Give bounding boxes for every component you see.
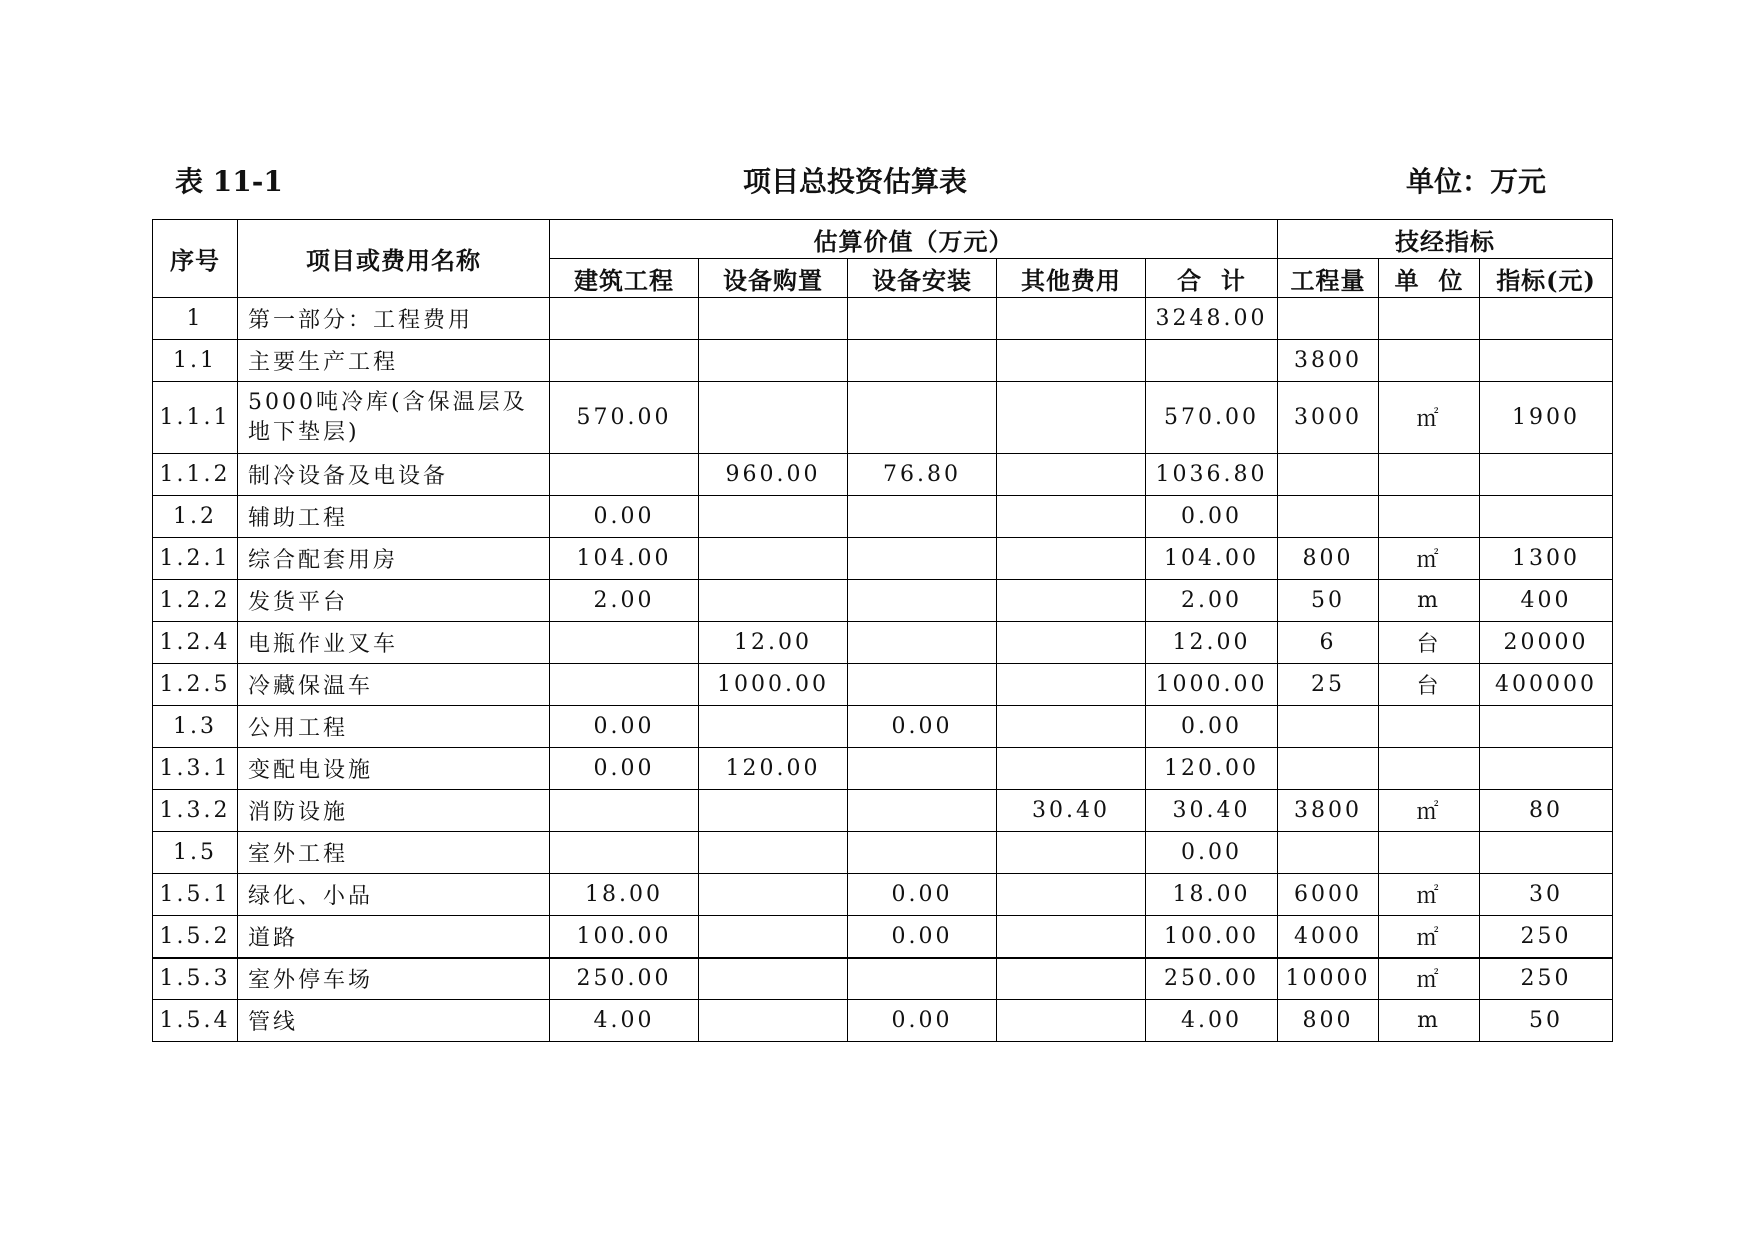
table-title: 项目总投资估算表 — [743, 165, 968, 198]
cell-name: 管线 — [238, 1000, 550, 1042]
cell-total: 570.00 — [1146, 382, 1278, 454]
cell-equipment-install: 0.00 — [848, 706, 997, 748]
cell-name: 室外停车场 — [238, 958, 550, 1000]
cell-equipment-purchase: 960.00 — [699, 454, 848, 496]
cell-quantity — [1278, 706, 1379, 748]
cell-index: 80 — [1480, 790, 1613, 832]
table-number: 表 11-1 — [175, 165, 283, 198]
cell-unit: ㎡ — [1379, 874, 1480, 916]
cell-seq: 1 — [153, 298, 238, 340]
cell-seq: 1.5 — [153, 832, 238, 874]
cell-total — [1146, 340, 1278, 382]
cell-equipment-purchase — [699, 874, 848, 916]
cell-index: 50 — [1480, 1000, 1613, 1042]
header-unit: 单 位 — [1379, 259, 1480, 298]
table-body — [153, 298, 1613, 1042]
cell-equipment-install — [848, 622, 997, 664]
cell-construction: 0.00 — [550, 706, 699, 748]
cell-quantity: 4000 — [1278, 916, 1379, 958]
cell-unit: 台 — [1379, 622, 1480, 664]
cell-equipment-install — [848, 664, 997, 706]
cell-other — [997, 916, 1146, 958]
cell-seq: 1.2.4 — [153, 622, 238, 664]
cell-total: 104.00 — [1146, 538, 1278, 580]
cell-equipment-purchase: 120.00 — [699, 748, 848, 790]
cell-unit: ㎡ — [1379, 958, 1480, 1000]
table-row — [153, 340, 1613, 382]
cell-equipment-purchase — [699, 580, 848, 622]
cell-unit — [1379, 748, 1480, 790]
header-other: 其他费用 — [997, 259, 1146, 298]
cell-name: 辅助工程 — [238, 496, 550, 538]
cell-name: 制冷设备及电设备 — [238, 454, 550, 496]
cell-quantity: 3800 — [1278, 340, 1379, 382]
cell-equipment-install: 0.00 — [848, 874, 997, 916]
table-row — [153, 454, 1613, 496]
header-equipment-install: 设备安装 — [848, 259, 997, 298]
cell-seq: 1.3.2 — [153, 790, 238, 832]
cell-name: 第一部分：工程费用 — [238, 298, 550, 340]
header-quantity: 工程量 — [1278, 259, 1379, 298]
table-row — [153, 664, 1613, 706]
cell-construction: 250.00 — [550, 958, 699, 1000]
cell-quantity: 25 — [1278, 664, 1379, 706]
cell-construction: 570.00 — [550, 382, 699, 454]
table-row — [153, 874, 1613, 916]
cell-equipment-install — [848, 538, 997, 580]
cell-other — [997, 664, 1146, 706]
header-name: 项目或费用名称 — [238, 220, 550, 298]
cell-name: 绿化、小品 — [238, 874, 550, 916]
cell-total: 1036.80 — [1146, 454, 1278, 496]
cell-equipment-purchase: 12.00 — [699, 622, 848, 664]
table-row — [153, 298, 1613, 340]
table-row — [153, 706, 1613, 748]
cell-other — [997, 298, 1146, 340]
cell-name: 变配电设施 — [238, 748, 550, 790]
cell-construction — [550, 622, 699, 664]
cell-total: 100.00 — [1146, 916, 1278, 958]
cell-seq: 1.5.4 — [153, 1000, 238, 1042]
cell-equipment-install: 0.00 — [848, 1000, 997, 1042]
cell-construction: 4.00 — [550, 1000, 699, 1042]
cell-equipment-install — [848, 496, 997, 538]
cell-equipment-purchase — [699, 706, 848, 748]
investment-estimate-table — [152, 219, 1613, 1042]
header-total: 合 计 — [1146, 259, 1278, 298]
cell-construction: 18.00 — [550, 874, 699, 916]
cell-construction — [550, 790, 699, 832]
cell-equipment-install: 0.00 — [848, 916, 997, 958]
cell-total: 18.00 — [1146, 874, 1278, 916]
cell-quantity: 3800 — [1278, 790, 1379, 832]
cell-equipment-purchase — [699, 916, 848, 958]
cell-other — [997, 748, 1146, 790]
cell-unit: 台 — [1379, 664, 1480, 706]
cell-unit — [1379, 496, 1480, 538]
cell-total: 4.00 — [1146, 1000, 1278, 1042]
cell-name: 公用工程 — [238, 706, 550, 748]
cell-total: 3248.00 — [1146, 298, 1278, 340]
cell-unit: m — [1379, 580, 1480, 622]
cell-index — [1480, 454, 1613, 496]
cell-name: 消防设施 — [238, 790, 550, 832]
cell-total: 2.00 — [1146, 580, 1278, 622]
cell-equipment-purchase — [699, 958, 848, 1000]
cell-unit: ㎡ — [1379, 790, 1480, 832]
cell-construction: 104.00 — [550, 538, 699, 580]
cell-other: 30.40 — [997, 790, 1146, 832]
header-estimate-group: 估算价值（万元） — [550, 220, 1278, 259]
cell-other — [997, 958, 1146, 1000]
cell-other — [997, 874, 1146, 916]
cell-total: 120.00 — [1146, 748, 1278, 790]
table-row — [153, 958, 1613, 1000]
cell-equipment-install — [848, 382, 997, 454]
cell-equipment-install — [848, 958, 997, 1000]
cell-other — [997, 580, 1146, 622]
cell-quantity: 6 — [1278, 622, 1379, 664]
cell-equipment-install: 76.80 — [848, 454, 997, 496]
cell-quantity — [1278, 298, 1379, 340]
cell-equipment-install — [848, 748, 997, 790]
cell-seq: 1.2 — [153, 496, 238, 538]
cell-equipment-install — [848, 580, 997, 622]
cell-equipment-purchase — [699, 832, 848, 874]
cell-equipment-purchase: 1000.00 — [699, 664, 848, 706]
cell-name: 电瓶作业叉车 — [238, 622, 550, 664]
cell-unit — [1379, 340, 1480, 382]
table-row — [153, 916, 1613, 958]
cell-seq: 1.2.1 — [153, 538, 238, 580]
cell-seq: 1.3 — [153, 706, 238, 748]
cell-quantity: 800 — [1278, 538, 1379, 580]
cell-equipment-purchase — [699, 1000, 848, 1042]
cell-quantity: 3000 — [1278, 382, 1379, 454]
cell-total: 12.00 — [1146, 622, 1278, 664]
cell-equipment-purchase — [699, 340, 848, 382]
cell-quantity: 10000 — [1278, 958, 1379, 1000]
cell-index: 400 — [1480, 580, 1613, 622]
cell-other — [997, 832, 1146, 874]
cell-equipment-purchase — [699, 790, 848, 832]
cell-equipment-install — [848, 790, 997, 832]
cell-seq: 1.5.3 — [153, 958, 238, 1000]
table-title-row — [153, 160, 1553, 204]
cell-unit — [1379, 706, 1480, 748]
cell-other — [997, 538, 1146, 580]
table-row — [153, 580, 1613, 622]
table-row — [153, 748, 1613, 790]
cell-index — [1480, 298, 1613, 340]
cell-construction: 0.00 — [550, 748, 699, 790]
cell-index: 250 — [1480, 916, 1613, 958]
cell-quantity — [1278, 454, 1379, 496]
cell-index — [1480, 832, 1613, 874]
cell-equipment-purchase — [699, 538, 848, 580]
cell-construction: 0.00 — [550, 496, 699, 538]
cell-total: 30.40 — [1146, 790, 1278, 832]
cell-name: 主要生产工程 — [238, 340, 550, 382]
cell-total: 0.00 — [1146, 706, 1278, 748]
cell-index — [1480, 706, 1613, 748]
cell-construction: 100.00 — [550, 916, 699, 958]
cell-other — [997, 622, 1146, 664]
cell-total: 0.00 — [1146, 496, 1278, 538]
cell-unit: ㎡ — [1379, 382, 1480, 454]
cell-name: 发货平台 — [238, 580, 550, 622]
cell-seq: 1.1 — [153, 340, 238, 382]
cell-construction — [550, 832, 699, 874]
cell-unit — [1379, 298, 1480, 340]
cell-construction — [550, 298, 699, 340]
cell-seq: 1.5.1 — [153, 874, 238, 916]
cell-construction — [550, 454, 699, 496]
cell-other — [997, 496, 1146, 538]
cell-index — [1480, 340, 1613, 382]
table-row — [153, 538, 1613, 580]
cell-unit: ㎡ — [1379, 916, 1480, 958]
cell-total: 0.00 — [1146, 832, 1278, 874]
cell-name: 综合配套用房 — [238, 538, 550, 580]
cell-index: 30 — [1480, 874, 1613, 916]
cell-quantity — [1278, 496, 1379, 538]
cell-index — [1480, 496, 1613, 538]
cell-name: 冷藏保温车 — [238, 664, 550, 706]
table-row — [153, 832, 1613, 874]
cell-name: 5000吨冷库(含保温层及地下垫层) — [238, 382, 550, 454]
table-row — [153, 790, 1613, 832]
cell-equipment-install — [848, 832, 997, 874]
cell-equipment-purchase — [699, 496, 848, 538]
cell-equipment-purchase — [699, 298, 848, 340]
cell-other — [997, 706, 1146, 748]
cell-other — [997, 340, 1146, 382]
cell-index: 400000 — [1480, 664, 1613, 706]
header-construction: 建筑工程 — [550, 259, 699, 298]
table-row — [153, 1000, 1613, 1042]
cell-index — [1480, 748, 1613, 790]
cell-seq: 1.2.5 — [153, 664, 238, 706]
cell-quantity: 6000 — [1278, 874, 1379, 916]
cell-name: 室外工程 — [238, 832, 550, 874]
unit-label: 单位：万元 — [1406, 165, 1547, 198]
cell-construction: 2.00 — [550, 580, 699, 622]
cell-index: 1900 — [1480, 382, 1613, 454]
cell-construction — [550, 340, 699, 382]
cell-quantity: 50 — [1278, 580, 1379, 622]
cell-other — [997, 454, 1146, 496]
cell-other — [997, 382, 1146, 454]
cell-index: 250 — [1480, 958, 1613, 1000]
header-seq: 序号 — [153, 220, 238, 298]
cell-unit — [1379, 832, 1480, 874]
cell-unit — [1379, 454, 1480, 496]
cell-unit: m — [1379, 1000, 1480, 1042]
cell-name: 道路 — [238, 916, 550, 958]
cell-index: 20000 — [1480, 622, 1613, 664]
cell-unit: ㎡ — [1379, 538, 1480, 580]
table-row — [153, 622, 1613, 664]
cell-total: 1000.00 — [1146, 664, 1278, 706]
cell-quantity — [1278, 832, 1379, 874]
cell-other — [997, 1000, 1146, 1042]
cell-equipment-purchase — [699, 382, 848, 454]
cell-construction — [550, 664, 699, 706]
header-tech-group: 技经指标 — [1278, 220, 1613, 259]
cell-quantity — [1278, 748, 1379, 790]
cell-equipment-install — [848, 298, 997, 340]
table-row — [153, 382, 1613, 454]
table-header — [153, 220, 1613, 298]
cell-seq: 1.1.2 — [153, 454, 238, 496]
cell-seq: 1.3.1 — [153, 748, 238, 790]
cell-seq: 1.5.2 — [153, 916, 238, 958]
table-row — [153, 496, 1613, 538]
header-index: 指标(元) — [1480, 259, 1613, 298]
cell-quantity: 800 — [1278, 1000, 1379, 1042]
cell-total: 250.00 — [1146, 958, 1278, 1000]
header-equipment-purchase: 设备购置 — [699, 259, 848, 298]
cell-equipment-install — [848, 340, 997, 382]
cell-index: 1300 — [1480, 538, 1613, 580]
cell-seq: 1.1.1 — [153, 382, 238, 454]
cell-seq: 1.2.2 — [153, 580, 238, 622]
